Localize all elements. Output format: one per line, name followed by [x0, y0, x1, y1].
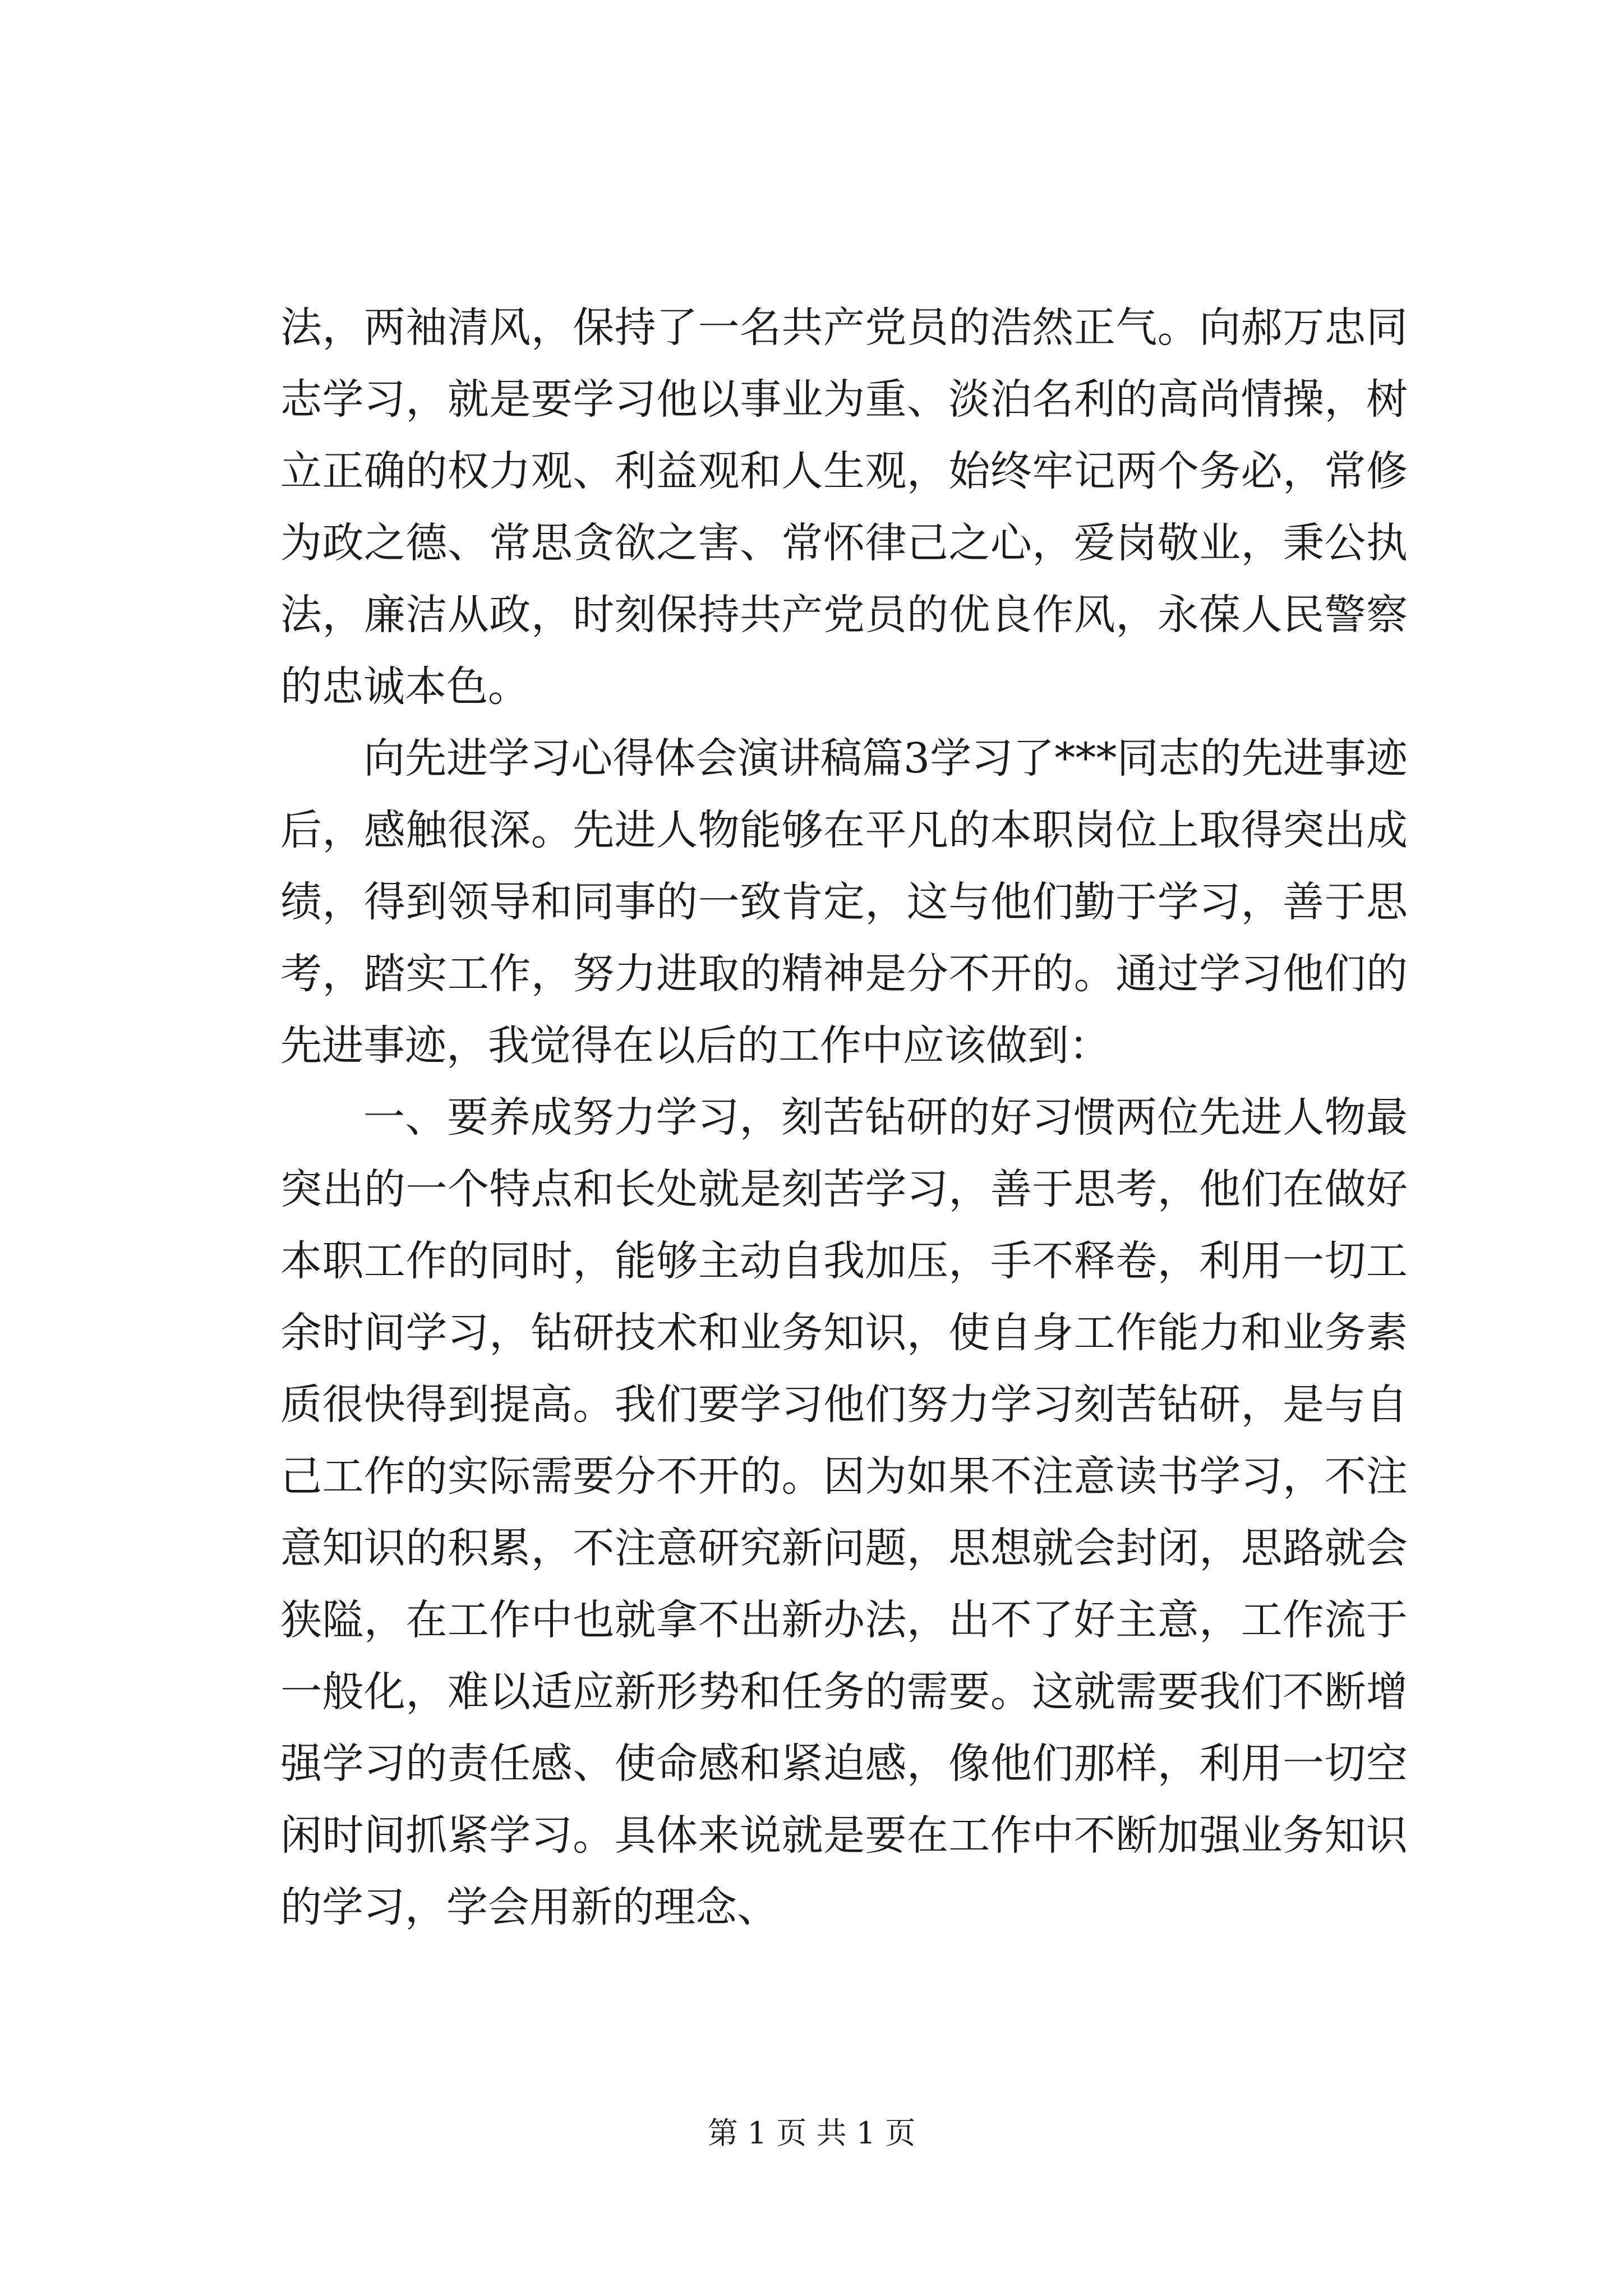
paragraph-1: 法，两袖清风，保持了一名共产党员的浩然正气。向郝万忠同志学习，就是要学习他以事业为重、淡泊名利的高尚情操，树立正确的权力观、利益观和人生观，始终牢记两个务必，常修为政之德、常思贪欲之害、常怀律己之心，爱岗敬业，秉公执法，廉洁从政，时刻保持共产党员的优良作风，永葆人民警察的忠诚本色。 [280, 303, 1408, 711]
page-footer: 第 1 页 共 1 页 [707, 2115, 916, 2151]
document-body [280, 292, 1408, 1943]
paragraph-3: 一、要养成努力学习，刻苦钻研的好习惯两位先进人物最突出的一个特点和长处就是刻苦学习，善于思考，他们在做好本职工作的同时，能够主动自我加压，手不释卷，利用一切工余时间学习，钻研技术和业务知识，使自身工作能力和业务素质很快得到提高。我们要学习他们努力学习刻苦钻研，是与自己工作的实际需要分不开的。因为如果不注意读书学习，不注意知识的积累，不注意研究新问题，思想就会封闭，思路就会狭隘，在工作中也就拿不出新办法，出不了好主意，工作流于一般化，难以适应新形势和任务的需要。这就需要我们不断增强学习的责任感、使命感和紧迫感，像他们那样，利用一切空闲时间抓紧学习。具体来说就是要在工作中不断加强业务知识的学习，学会用新的理念、 [280, 1093, 1408, 1931]
paragraph-2: 向先进学习心得体会演讲稿篇3学习了***同志的先进事迹后，感触很深。先进人物能够在平凡的本职岗位上取得突出成绩，得到领导和同事的一致肯定，这与他们勤于学习，善于思考，踏实工作，努力进取的精神是分不开的。通过学习他们的先进事迹，我觉得在以后的工作中应该做到： [280, 734, 1408, 1070]
